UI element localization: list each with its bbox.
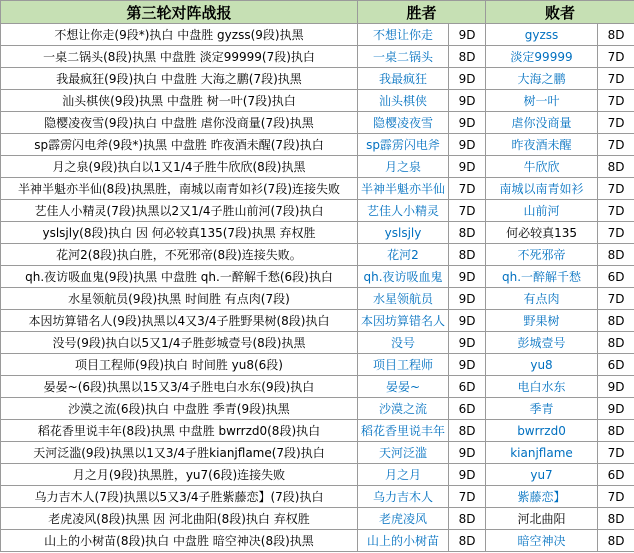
winner-dan-cell: 9D	[449, 68, 486, 90]
loser-name-cell: yu8	[486, 354, 598, 376]
match-summary-cell: sp霹雳闪电斧(9段*)执黑 中盘胜 昨夜酒未醒(7段)执白	[1, 134, 358, 156]
winner-dan-cell: 8D	[449, 244, 486, 266]
match-summary-cell: 月之月(9段)执黑胜，yu7(6段)连接失败	[1, 464, 358, 486]
winner-name-cell: 月之泉	[358, 156, 449, 178]
winner-name-cell: 一桌二锅头	[358, 46, 449, 68]
loser-name-cell: qh.一醉解千愁	[486, 266, 598, 288]
loser-name-cell: 季青	[486, 398, 598, 420]
table-row	[1, 442, 634, 464]
match-summary-cell: 我最疯狂(9段)执白 中盘胜 大海之鹏(7段)执黑	[1, 68, 358, 90]
table-row	[1, 112, 634, 134]
match-summary-cell: 乌力吉木人(7段)执黑以5又3/4子胜紫藤恋】(7段)执白	[1, 486, 358, 508]
winner-dan-cell: 9D	[449, 134, 486, 156]
winner-dan-cell: 9D	[449, 442, 486, 464]
loser-name-cell: yu7	[486, 464, 598, 486]
loser-name-cell: 何必较真135	[486, 222, 598, 244]
loser-name-cell: 暗空神决	[486, 530, 598, 552]
loser-dan-cell: 7D	[598, 200, 634, 222]
winner-name-cell: yslsjly	[358, 222, 449, 244]
winner-dan-cell: 9D	[449, 112, 486, 134]
loser-dan-cell: 6D	[598, 354, 634, 376]
table-row	[1, 200, 634, 222]
loser-name-cell: 紫藤恋】	[486, 486, 598, 508]
loser-name-cell: 淡定99999	[486, 46, 598, 68]
winner-name-cell: 花河2	[358, 244, 449, 266]
header-loser: 败者	[486, 1, 634, 24]
loser-dan-cell: 8D	[598, 24, 634, 46]
match-summary-cell: 没号(9段)执白以5又1/4子胜彭城壹号(8段)执黑	[1, 332, 358, 354]
winner-name-cell: 我最疯狂	[358, 68, 449, 90]
winner-name-cell: 月之月	[358, 464, 449, 486]
table-row	[1, 508, 634, 530]
match-summary-cell: 花河2(8段)执白胜，不死邪帝(8段)连接失败。	[1, 244, 358, 266]
winner-name-cell: 老虎凌风	[358, 508, 449, 530]
winner-name-cell: 天河泛滥	[358, 442, 449, 464]
table-body	[1, 24, 634, 552]
loser-name-cell: 野果树	[486, 310, 598, 332]
winner-name-cell: sp霹雳闪电斧	[358, 134, 449, 156]
loser-dan-cell: 8D	[598, 332, 634, 354]
table-row	[1, 178, 634, 200]
match-summary-cell: 不想让你走(9段*)执白 中盘胜 gyzss(9段)执黑	[1, 24, 358, 46]
winner-name-cell: 项目工程师	[358, 354, 449, 376]
winner-name-cell: 稻花香里说丰年	[358, 420, 449, 442]
loser-dan-cell: 7D	[598, 112, 634, 134]
match-summary-cell: 山上的小树苗(8段)执白 中盘胜 暗空神决(8段)执黑	[1, 530, 358, 552]
loser-name-cell: 彭城壹号	[486, 332, 598, 354]
loser-name-cell: 南城以南青如衫	[486, 178, 598, 200]
table-row	[1, 288, 634, 310]
loser-dan-cell: 7D	[598, 486, 634, 508]
winner-dan-cell: 9D	[449, 266, 486, 288]
loser-name-cell: 牛欣欣	[486, 156, 598, 178]
loser-dan-cell: 7D	[598, 442, 634, 464]
table-row	[1, 222, 634, 244]
loser-name-cell: bwrrzd0	[486, 420, 598, 442]
winner-dan-cell: 6D	[449, 398, 486, 420]
table-row	[1, 24, 634, 46]
winner-dan-cell: 9D	[449, 90, 486, 112]
loser-dan-cell: 7D	[598, 288, 634, 310]
table-row	[1, 46, 634, 68]
table-row	[1, 530, 634, 552]
loser-dan-cell: 8D	[598, 420, 634, 442]
header-row	[1, 1, 634, 24]
winner-dan-cell: 9D	[449, 464, 486, 486]
match-summary-cell: 稻花香里说丰年(8段)执黑 中盘胜 bwrrzd0(8段)执白	[1, 420, 358, 442]
table-row	[1, 156, 634, 178]
winner-dan-cell: 8D	[449, 46, 486, 68]
winner-name-cell: 汕头棋侠	[358, 90, 449, 112]
loser-dan-cell: 8D	[598, 530, 634, 552]
winner-name-cell: 隐樱凌夜雪	[358, 112, 449, 134]
loser-dan-cell: 7D	[598, 46, 634, 68]
winner-name-cell: 乌力吉木人	[358, 486, 449, 508]
match-summary-cell: 天河泛滥(9段)执黑以1又3/4子胜kianjflame(7段)执白	[1, 442, 358, 464]
winner-dan-cell: 9D	[449, 354, 486, 376]
loser-dan-cell: 7D	[598, 222, 634, 244]
winner-dan-cell: 8D	[449, 420, 486, 442]
winner-dan-cell: 8D	[449, 530, 486, 552]
match-summary-cell: 晏晏~(6段)执黑以15又3/4子胜电白水东(9段)执白	[1, 376, 358, 398]
loser-dan-cell: 6D	[598, 266, 634, 288]
match-summary-cell: 半神半魁亦半仙(8段)执黑胜，南城以南青如衫(7段)连接失败	[1, 178, 358, 200]
winner-dan-cell: 6D	[449, 376, 486, 398]
header-winner: 胜者	[358, 1, 486, 24]
header-summary: 第三轮对阵战报	[1, 1, 358, 24]
loser-name-cell: 昨夜酒未醒	[486, 134, 598, 156]
loser-name-cell: 大海之鹏	[486, 68, 598, 90]
match-summary-cell: 沙漠之流(6段)执白 中盘胜 季青(9段)执黑	[1, 398, 358, 420]
winner-name-cell: 没号	[358, 332, 449, 354]
match-summary-cell: 老虎凌风(8段)执黑 因 河北曲阳(8段)执白 弃权胜	[1, 508, 358, 530]
table-header	[1, 1, 634, 24]
winner-name-cell: 晏晏~	[358, 376, 449, 398]
table-row	[1, 420, 634, 442]
table-row	[1, 310, 634, 332]
loser-dan-cell: 9D	[598, 398, 634, 420]
loser-dan-cell: 8D	[598, 156, 634, 178]
loser-name-cell: 河北曲阳	[486, 508, 598, 530]
match-summary-cell: 一桌二锅头(8段)执黑 中盘胜 淡定99999(7段)执白	[1, 46, 358, 68]
match-summary-cell: 隐樱凌夜雪(9段)执白 中盘胜 虐你没商量(7段)执黑	[1, 112, 358, 134]
loser-dan-cell: 7D	[598, 68, 634, 90]
loser-dan-cell: 8D	[598, 244, 634, 266]
table-row	[1, 244, 634, 266]
winner-name-cell: 沙漠之流	[358, 398, 449, 420]
table-row	[1, 376, 634, 398]
loser-dan-cell: 8D	[598, 508, 634, 530]
loser-name-cell: 电白水东	[486, 376, 598, 398]
winner-name-cell: 半神半魁亦半仙	[358, 178, 449, 200]
winner-name-cell: 山上的小树苗	[358, 530, 449, 552]
winner-dan-cell: 9D	[449, 24, 486, 46]
winner-dan-cell: 7D	[449, 200, 486, 222]
table-row	[1, 464, 634, 486]
match-summary-cell: 项目工程师(9段)执白 时间胜 yu8(6段)	[1, 354, 358, 376]
table-row	[1, 134, 634, 156]
winner-dan-cell: 8D	[449, 222, 486, 244]
loser-name-cell: kianjflame	[486, 442, 598, 464]
table-row	[1, 266, 634, 288]
table-row	[1, 68, 634, 90]
match-summary-cell: 艺佳人小精灵(7段)执黑以2又1/4子胜山前河(7段)执白	[1, 200, 358, 222]
table-row	[1, 90, 634, 112]
winner-dan-cell: 9D	[449, 310, 486, 332]
winner-name-cell: 本因坊算错名人	[358, 310, 449, 332]
table-row	[1, 398, 634, 420]
match-summary-cell: qh.夜访吸血鬼(9段)执黑 中盘胜 qh.一醉解千愁(6段)执白	[1, 266, 358, 288]
winner-name-cell: 水星领航员	[358, 288, 449, 310]
match-summary-cell: 本因坊算错名人(9段)执黑以4又3/4子胜野果树(8段)执白	[1, 310, 358, 332]
loser-dan-cell: 6D	[598, 464, 634, 486]
loser-name-cell: 山前河	[486, 200, 598, 222]
loser-name-cell: 树一叶	[486, 90, 598, 112]
winner-dan-cell: 7D	[449, 486, 486, 508]
winner-dan-cell: 9D	[449, 288, 486, 310]
winner-dan-cell: 7D	[449, 178, 486, 200]
match-summary-cell: 月之泉(9段)执白以1又1/4子胜牛欣欣(8段)执黑	[1, 156, 358, 178]
loser-name-cell: gyzss	[486, 24, 598, 46]
winner-dan-cell: 9D	[449, 332, 486, 354]
winner-dan-cell: 8D	[449, 508, 486, 530]
match-summary-cell: 汕头棋侠(9段)执黑 中盘胜 树一叶(7段)执白	[1, 90, 358, 112]
loser-dan-cell: 7D	[598, 134, 634, 156]
table-row	[1, 332, 634, 354]
loser-dan-cell: 9D	[598, 376, 634, 398]
table-row	[1, 354, 634, 376]
winner-name-cell: qh.夜访吸血鬼	[358, 266, 449, 288]
match-summary-cell: yslsjly(8段)执白 因 何必较真135(7段)执黑 弃权胜	[1, 222, 358, 244]
loser-dan-cell: 8D	[598, 310, 634, 332]
loser-name-cell: 虐你没商量	[486, 112, 598, 134]
loser-dan-cell: 7D	[598, 178, 634, 200]
loser-dan-cell: 7D	[598, 90, 634, 112]
loser-name-cell: 不死邪帝	[486, 244, 598, 266]
winner-dan-cell: 9D	[449, 156, 486, 178]
loser-name-cell: 有点肉	[486, 288, 598, 310]
winner-name-cell: 艺佳人小精灵	[358, 200, 449, 222]
table-row	[1, 486, 634, 508]
match-summary-cell: 水星领航员(9段)执黑 时间胜 有点肉(7段)	[1, 288, 358, 310]
winner-name-cell: 不想让你走	[358, 24, 449, 46]
